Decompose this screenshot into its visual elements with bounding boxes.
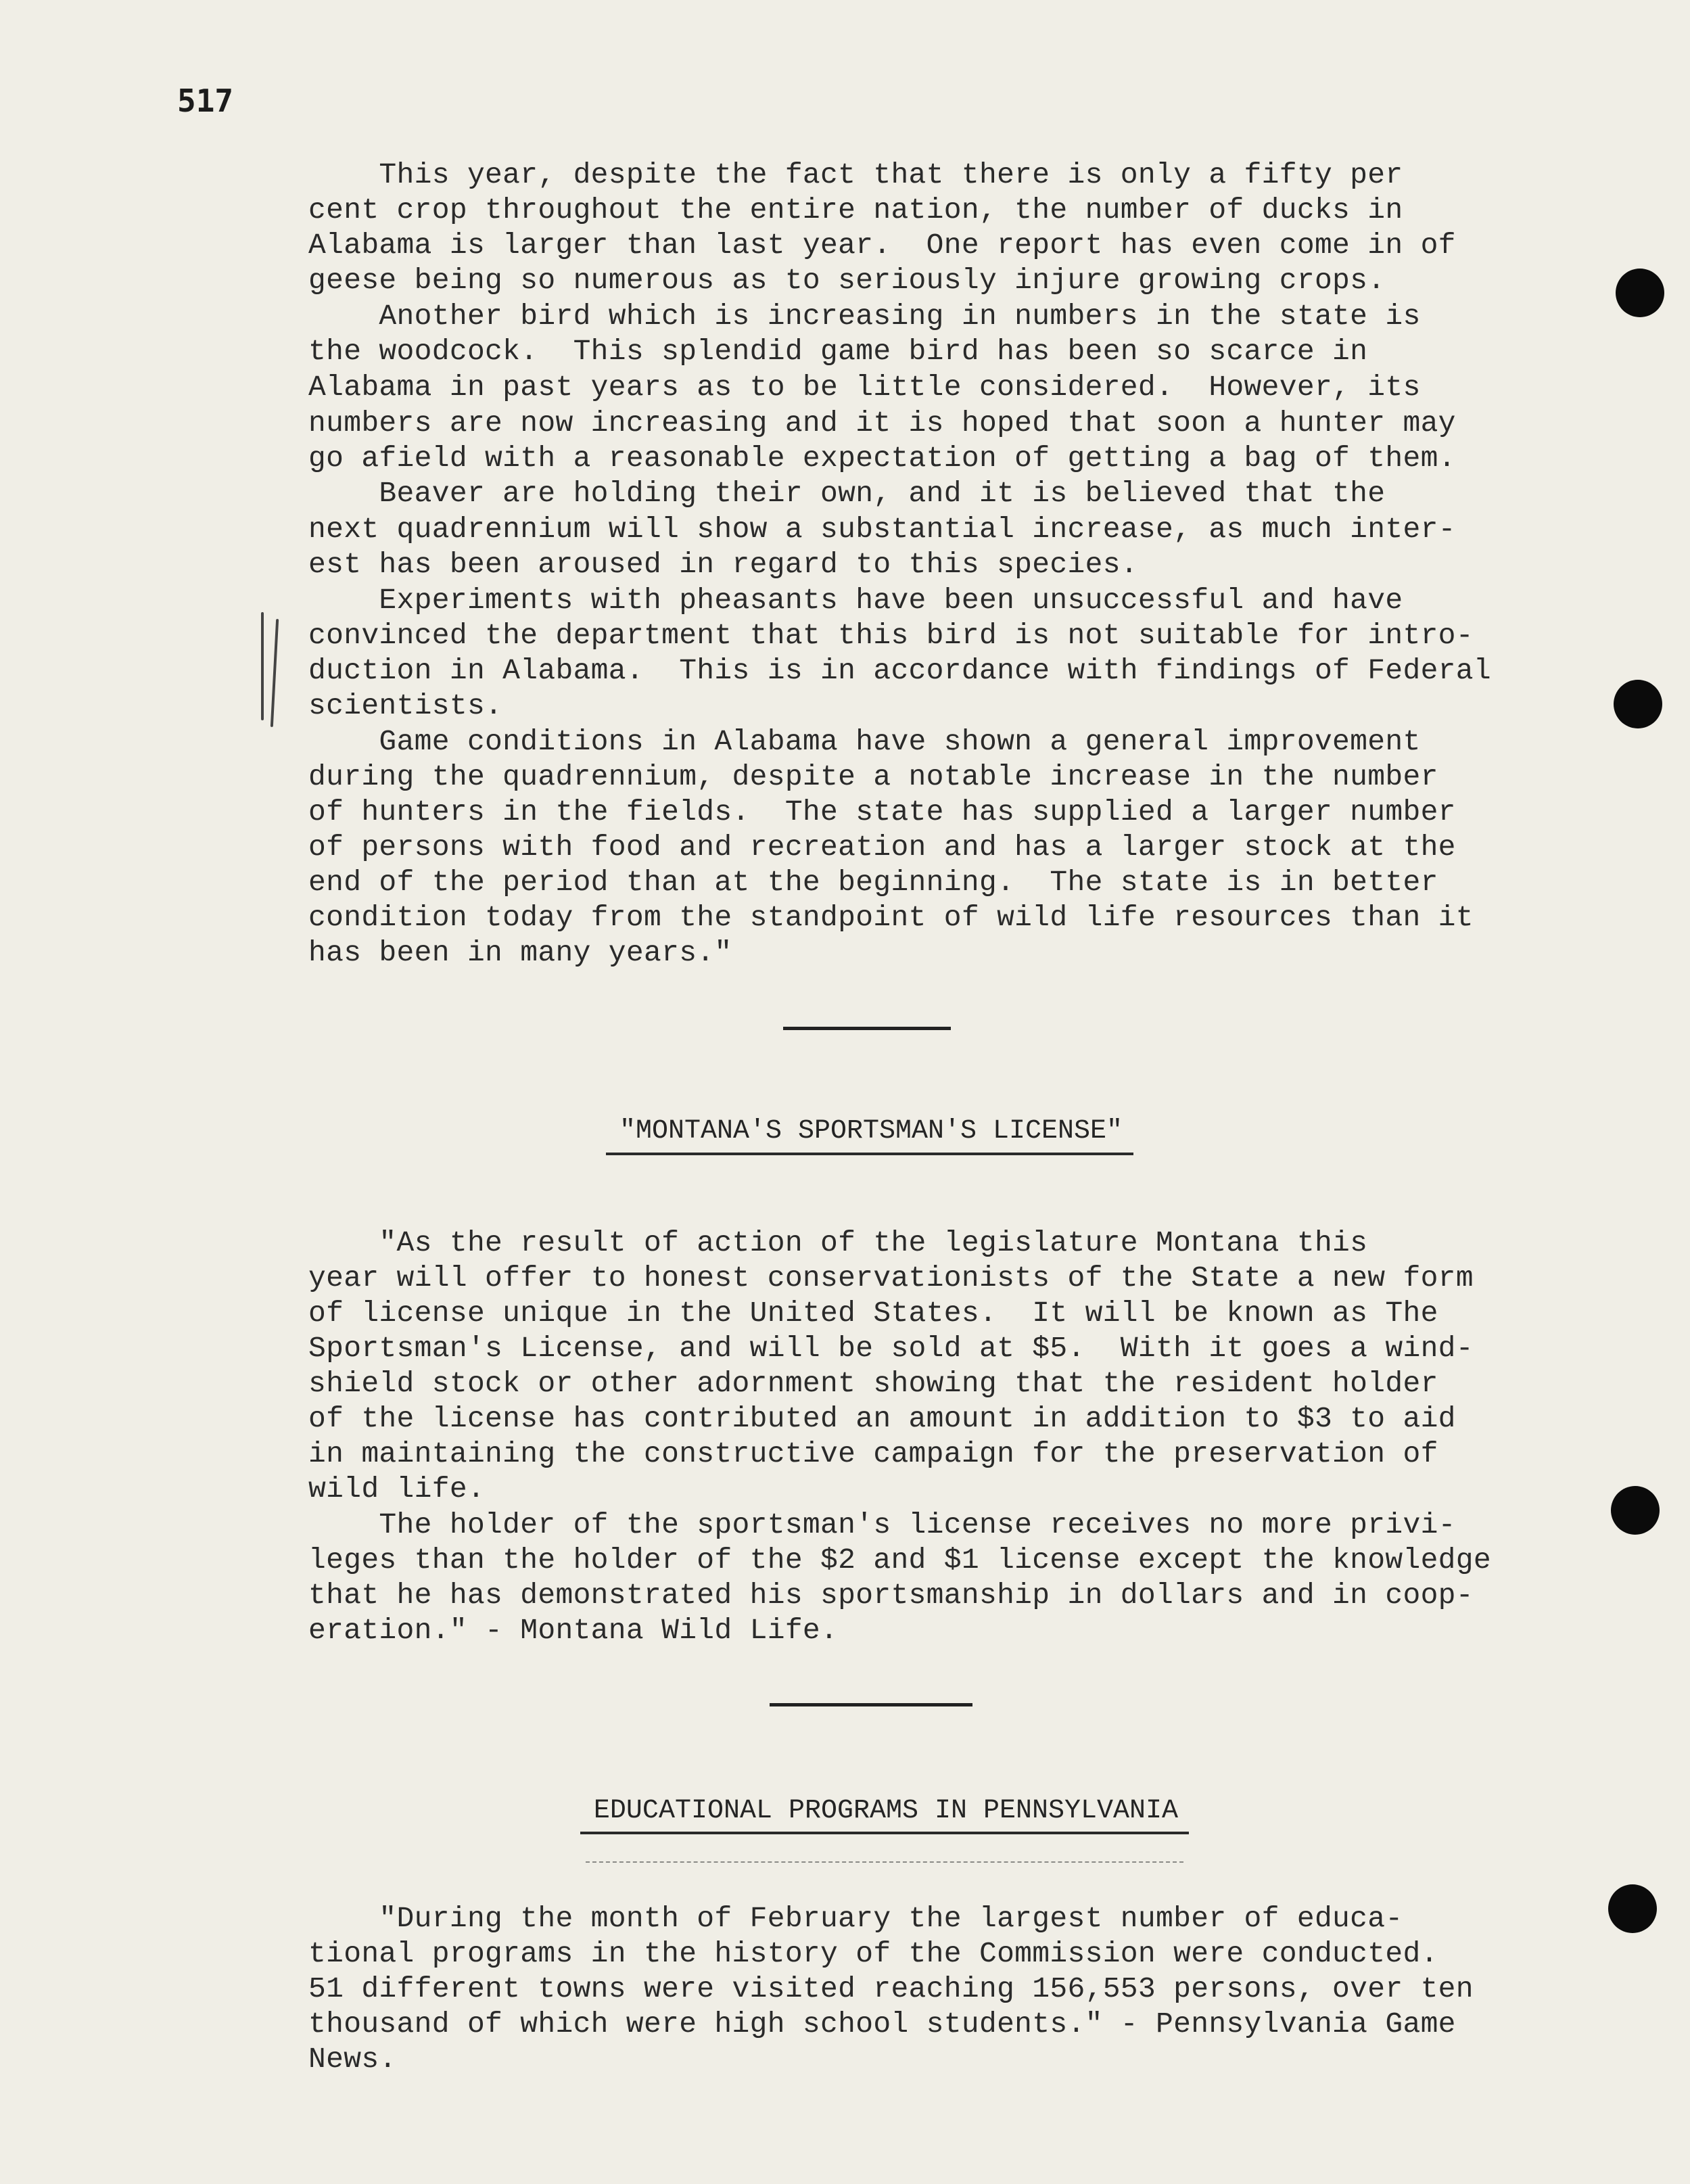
punch-hole — [1611, 1486, 1660, 1535]
text-line: cent crop throughout the entire nation, the number of ducks in — [308, 193, 1403, 227]
text-line: This year, despite the fact that there is only a fifty per — [308, 158, 1403, 191]
section-heading: "MONTANA'S SPORTSMAN'S LICENSE" — [619, 1116, 1123, 1146]
text-line: of license unique in the United States. It will be known as The — [308, 1297, 1438, 1330]
text-line: year will offer to honest conservationists of the State a new form — [308, 1261, 1474, 1295]
text-line: thousand of which were high school students." - Pennsylvania Game — [308, 2007, 1456, 2041]
text-line: wild life. — [308, 1472, 486, 1506]
text-line: that he has demonstrated his sportsmanship in dollars and in coop- — [308, 1579, 1474, 1612]
text-line: shield stock or other adornment showing that the resident holder — [308, 1367, 1438, 1400]
page-number: 517 — [177, 83, 234, 119]
heading-underline — [606, 1153, 1133, 1155]
text-line: 51 different towns were visited reaching 156,553 persons, over ten — [308, 1972, 1474, 2005]
text-line: duction in Alabama. This is in accordance with findings of Federal — [308, 654, 1491, 687]
text-line: condition today from the standpoint of wild life resources than it — [308, 901, 1474, 934]
margin-mark — [261, 612, 264, 720]
text-line: tional programs in the history of the Commission were conducted. — [308, 1937, 1438, 1970]
punch-hole — [1614, 680, 1662, 728]
text-line: scientists. — [308, 689, 503, 722]
text-line: convinced the department that this bird is not suitable for intro- — [308, 619, 1474, 652]
text-line: next quadrennium will show a substantial increase, as much inter- — [308, 513, 1456, 546]
margin-mark — [271, 619, 279, 727]
text-line: Sportsman's License, and will be sold at $5. With it goes a wind- — [308, 1332, 1474, 1365]
text-line: Another bird which is increasing in numbers in the state is — [308, 300, 1421, 333]
text-line: News. — [308, 2043, 397, 2076]
section-divider — [783, 1027, 951, 1030]
text-line: "As the result of action of the legislature Montana this — [308, 1226, 1368, 1259]
section-divider — [770, 1703, 972, 1706]
punch-hole — [1608, 1884, 1657, 1933]
text-line: of persons with food and recreation and has a larger stock at the — [308, 831, 1456, 864]
text-line: geese being so numerous as to seriously injure growing crops. — [308, 264, 1386, 297]
text-line: during the quadrennium, despite a notable increase in the number — [308, 760, 1438, 793]
text-line: of hunters in the fields. The state has supplied a larger number — [308, 795, 1456, 829]
text-line: the woodcock. This splendid game bird has been so scarce in — [308, 335, 1368, 368]
section-heading: EDUCATIONAL PROGRAMS IN PENNSYLVANIA — [593, 1796, 1179, 1826]
text-line: Alabama is larger than last year. One report has even come in of — [308, 229, 1456, 262]
text-line: numbers are now increasing and it is hoped that soon a hunter may — [308, 406, 1456, 440]
text-line: Alabama in past years as to be little considered. However, its — [308, 371, 1421, 404]
heading-underline — [580, 1832, 1189, 1834]
text-line: leges than the holder of the $2 and $1 license except the knowledge — [308, 1543, 1491, 1577]
punch-hole — [1616, 269, 1664, 317]
dashed-line — [586, 1861, 1183, 1863]
text-line: The holder of the sportsman's license receives no more privi- — [308, 1508, 1456, 1541]
text-line: end of the period than at the beginning. The state is in better — [308, 866, 1438, 899]
text-line: est has been aroused in regard to this species. — [308, 548, 1138, 581]
text-line: "During the month of February the largest number of educa- — [308, 1902, 1403, 1935]
text-line: Experiments with pheasants have been unsuccessful and have — [308, 584, 1403, 617]
text-line: has been in many years." — [308, 936, 732, 969]
text-line: Game conditions in Alabama have shown a general improvement — [308, 725, 1421, 758]
text-line: go afield with a reasonable expectation of getting a bag of them. — [308, 442, 1456, 475]
text-line: eration." - Montana Wild Life. — [308, 1614, 839, 1647]
text-line: Beaver are holding their own, and it is believed that the — [308, 477, 1386, 510]
text-line: in maintaining the constructive campaign for the preservation of — [308, 1437, 1438, 1470]
text-line: of the license has contributed an amount in addition to $3 to aid — [308, 1402, 1456, 1435]
